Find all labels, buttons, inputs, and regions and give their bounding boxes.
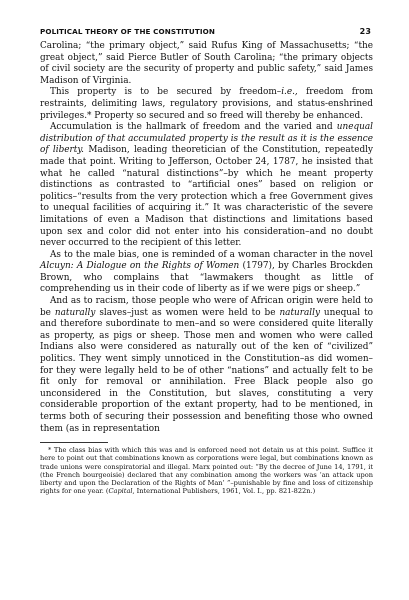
text-run: As to the male bias, one is reminded of a woman character in the novel [50, 249, 373, 260]
footnote-divider [40, 442, 108, 443]
text-run: Madison, leading theoretician of the Constitution, repeatedly made that point. Writing to Jefferson, October 24, 1787, he insisted that what he called “natural distinctions”–by which he meant property distinctions as contrasted to “artificial ones” based on religion or politics–“results from the very protection which a free Government gives to unequal facilities of acquiring it.” It was characteristic of the severe limitations of even a Madison that distinctions and limitations based upon sex and color did not enter into his consideration–and no doubt never occurred to the recipient of this letter. [40, 145, 373, 249]
paragraph [40, 296, 373, 435]
paragraph [40, 122, 373, 250]
text-run: slaves–just as women were held to be [95, 307, 280, 318]
italic-text: naturally [279, 307, 320, 318]
text-run: International Publishers, 1961, Vol. I., pp. 821-822n.) [134, 487, 316, 496]
paragraph [40, 41, 373, 87]
running-header [40, 27, 373, 36]
footnote-text [40, 446, 373, 495]
italic-text: Capital, [108, 487, 135, 496]
italic-text: unequal distribution of that accumulated property is the result as it is the essence of liberty. [40, 122, 373, 156]
running-title: POLITICAL THEORY OF THE CONSTITUTION [40, 27, 215, 36]
italic-text: Alcuyn: A Dialogue on the Rights of Women [40, 261, 240, 272]
text-run: freedom from restraints, delimiting laws, regulatory provisions, and status-enshrined privileges.* Property so secured and so freed will thereby be enhanced. [40, 87, 373, 121]
text-run: * The class bias with which this was and is enforced need not detain us at this point. Suffice it here to point out that combinations known as corporations were legal, but combinations known as trade unions were conspiratorial and illegal. Marx pointed out: “By the decree of June 14, 1791, it (the French bourgeoisie) declared that any combination among the workers was ‘an attack upon liberty and upon the Declaration of the Rights of Man’ ”–punishable by fine and loss of citizenship rights for one year. ( [40, 446, 373, 496]
paragraph [40, 250, 373, 296]
footnote [40, 446, 373, 495]
italic-text: naturally [54, 307, 96, 318]
text-run: Accumulation is the hallmark of freedom and the varied and [50, 122, 337, 133]
text-run: Carolina; “the primary object,” said Rufus King of Massachusetts; “the great object,” said Pierce Butler of South Carolina; “the primary objects of civil society are the security of property and public safety,” said James Madison of Virginia. [40, 41, 373, 86]
text-run: This property is to be secured by freedom– [50, 87, 282, 98]
text-run: (1797), by Charles Brockden Brown, who complains that “lawmakers thought as little of comprehending us in their code of liberty as if we were pigs or sheep.” [40, 261, 373, 295]
page-number: 23 [359, 27, 371, 36]
italic-text: i.e., [281, 87, 298, 98]
text-run: And as to racism, those people who were of African origin were held to be [40, 296, 373, 318]
paragraph [40, 87, 373, 122]
text-run: unequal to and therefore subordinate to men–and so were considered quite literally as property, as pigs or sheep. Those men and women who were called Indians also were considered as naturally out of the ken of “civilized” politics. They went simply unnoticed in the Constitution–as did women–for they were legally held to be of other “nations” and actually felt to be fit only for removal or annihilation. Free Black people also go unconsidered in the Constitution, but slaves, constituting a very considerable proportion of the extant property, had to be mentioned, in terms both of securing their possession and benefiting those who owned them (as in representation [40, 307, 373, 434]
body-text [40, 41, 373, 435]
